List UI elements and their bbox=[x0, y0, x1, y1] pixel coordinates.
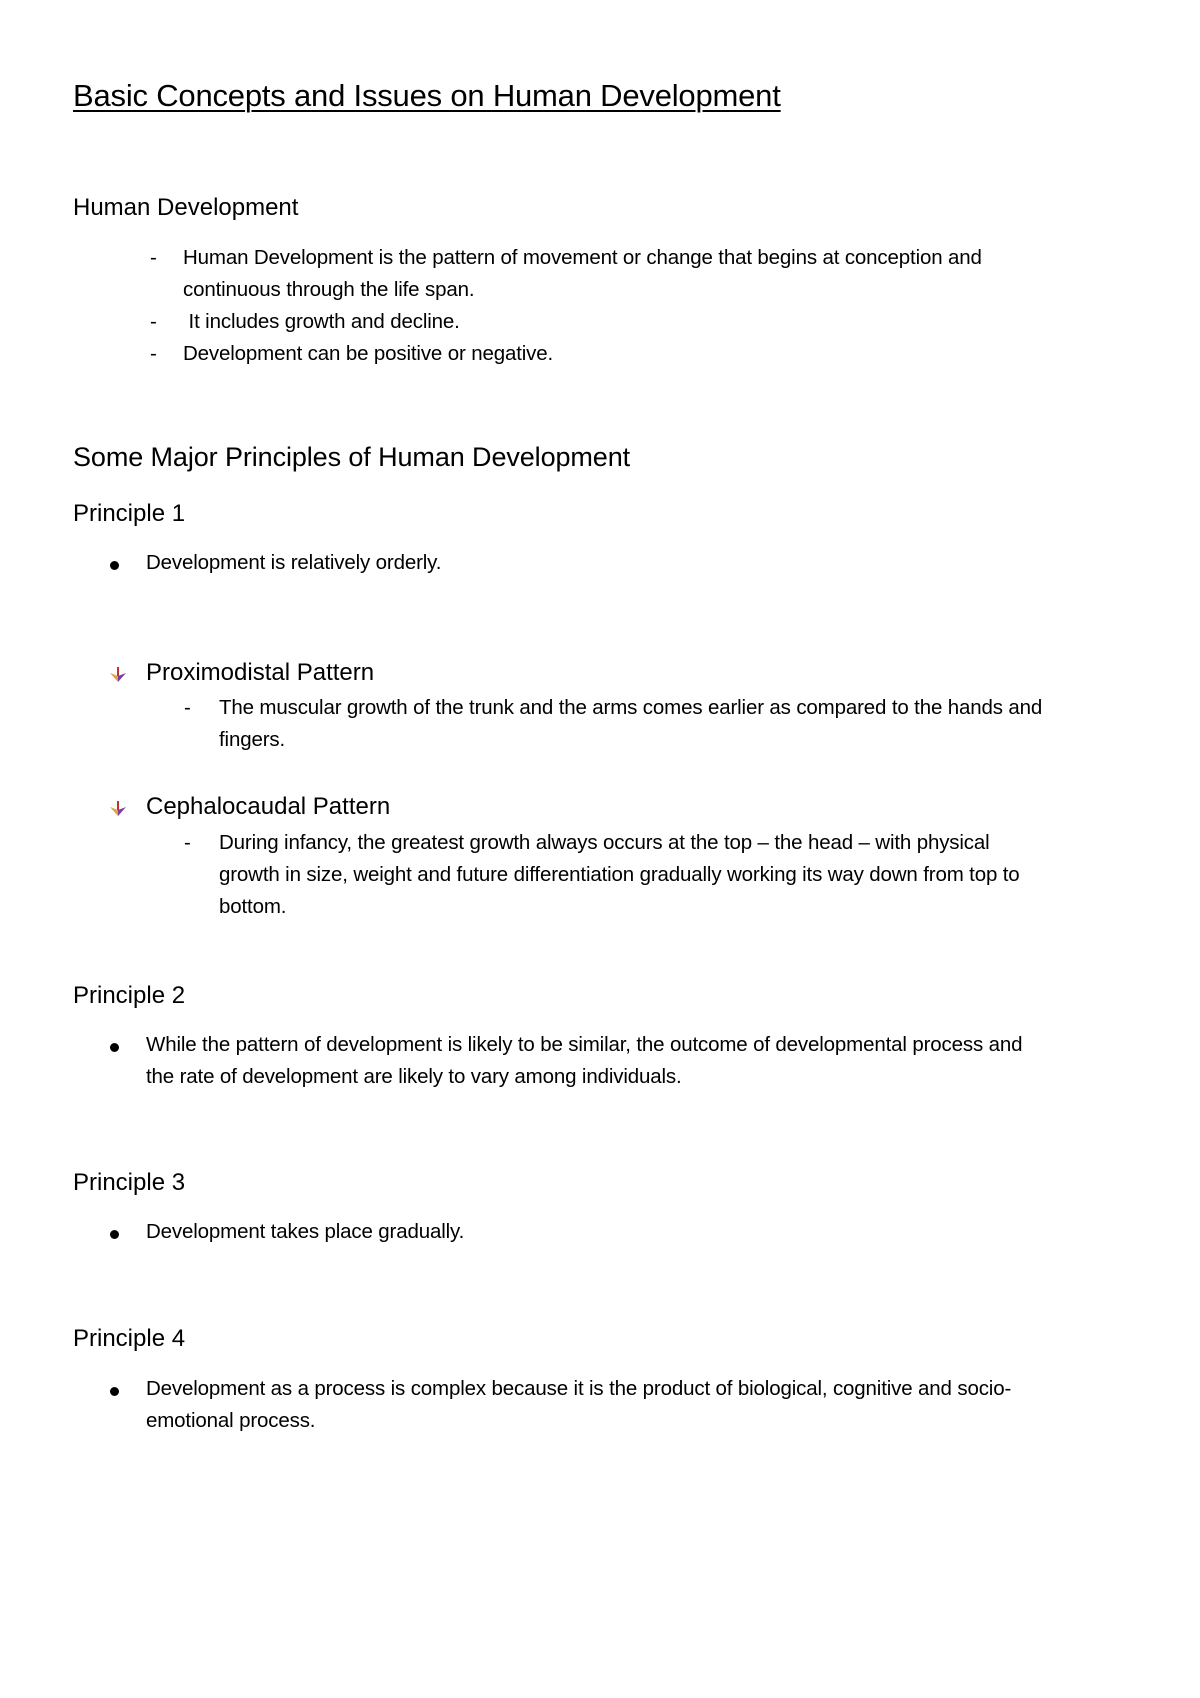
dash-bullet: - bbox=[184, 696, 191, 719]
bullet-dot bbox=[110, 1387, 119, 1396]
list-item-continuation: continuous through the life span. bbox=[183, 278, 475, 301]
bullet-dot bbox=[110, 1230, 119, 1239]
list-item: It includes growth and decline. bbox=[183, 310, 460, 333]
dash-bullet: - bbox=[184, 831, 191, 854]
principle-2-label: Principle 2 bbox=[73, 982, 186, 1009]
principle-3-label: Principle 3 bbox=[73, 1169, 186, 1196]
section-heading-principles: Some Major Principles of Human Development bbox=[73, 442, 631, 472]
arrow-down-icon bbox=[109, 801, 127, 817]
document-title: Basic Concepts and Issues on Human Development bbox=[73, 78, 781, 113]
principle-4-text-continuation: emotional process. bbox=[146, 1409, 316, 1432]
section-heading-human-development: Human Development bbox=[73, 194, 299, 221]
arrow-down-icon bbox=[109, 667, 127, 683]
pattern-heading-proximodistal: Proximodistal Pattern bbox=[146, 659, 375, 686]
dash-bullet: - bbox=[150, 342, 157, 365]
principle-2-text-continuation: the rate of development are likely to vary among individuals. bbox=[146, 1065, 682, 1088]
list-item: Development can be positive or negative. bbox=[183, 342, 554, 365]
principle-4-label: Principle 4 bbox=[73, 1325, 186, 1352]
pattern-heading-cephalocaudal: Cephalocaudal Pattern bbox=[146, 793, 391, 820]
pattern-description: During infancy, the greatest growth always occurs at the top – the head – with physical bbox=[219, 831, 990, 854]
principle-1-text: Development is relatively orderly. bbox=[146, 551, 442, 574]
bullet-dot bbox=[110, 1043, 119, 1052]
principle-2-text: While the pattern of development is likely to be similar, the outcome of developmental process and bbox=[146, 1033, 1023, 1056]
dash-bullet: - bbox=[150, 246, 157, 269]
list-item: Human Development is the pattern of movement or change that begins at conception and bbox=[183, 246, 982, 269]
bullet-dot bbox=[110, 561, 119, 570]
pattern-description: The muscular growth of the trunk and the arms comes earlier as compared to the hands and bbox=[219, 696, 1043, 719]
principle-4-text: Development as a process is complex because it is the product of biological, cognitive and socio- bbox=[146, 1377, 1012, 1400]
pattern-description-continuation: bottom. bbox=[219, 895, 287, 918]
pattern-description-continuation: fingers. bbox=[219, 728, 286, 751]
principle-3-text: Development takes place gradually. bbox=[146, 1220, 465, 1243]
principle-1-label: Principle 1 bbox=[73, 500, 186, 527]
dash-bullet: - bbox=[150, 310, 157, 333]
pattern-description-continuation: growth in size, weight and future differentiation gradually working its way down from top to bbox=[219, 863, 1020, 886]
